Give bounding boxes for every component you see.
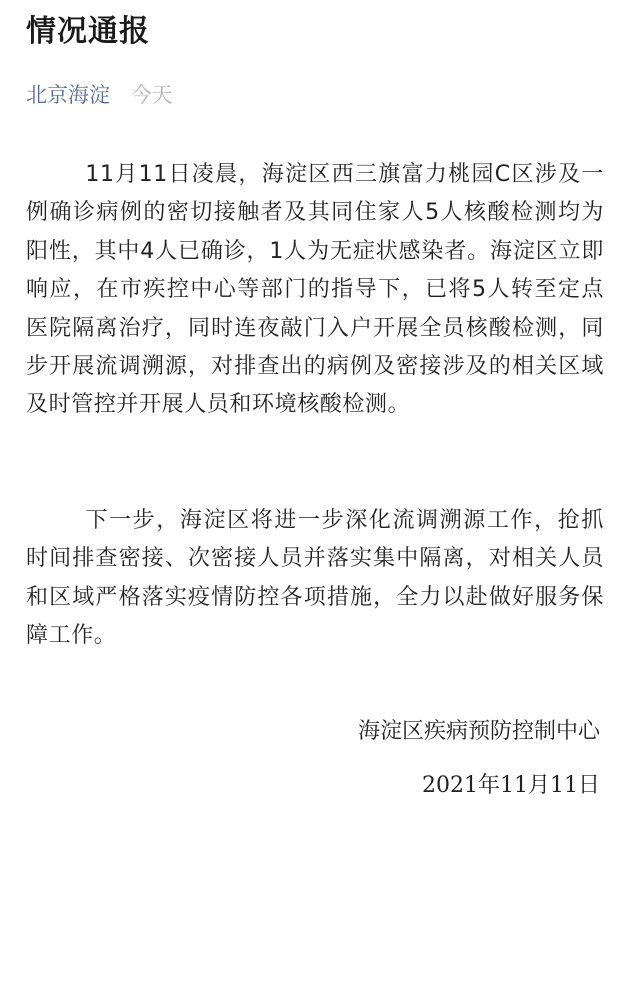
- article-meta: [26, 80, 604, 110]
- publish-date: 今天: [130, 83, 173, 107]
- paragraph: 下一步，海淀区将进一步深化流调溯源工作，抢抓时间排查密接、次密接人员并落实集中隔离，对相关人员和区域严格落实疫情防控各项措施，全力以赴做好服务保障工作。: [26, 507, 604, 649]
- account-name-link[interactable]: 北京海淀: [26, 83, 110, 107]
- paragraph: 11月11日凌晨，海淀区西三旗富力桃园C区涉及一例确诊病例的密切接触者及其同住家人5人核酸检测均为阳性，其中4人已确诊，1人为无症状感染者。海淀区立即响应，在市疾控中心等部门的指导下，已将5人转至定点医院隔离治疗，同时连夜敲门入户开展全员核酸检测，同步开展流调溯源，对排查出的病例及密接涉及的相关区域及时管控并开展人员和环境核酸检测。: [26, 162, 604, 418]
- signature-organization: 海淀区疾病预防控制中心: [357, 719, 600, 745]
- signature-date: 2021年11月11日: [422, 773, 600, 799]
- signature-block: [26, 717, 604, 801]
- article-content: [26, 156, 604, 655]
- article-title: 情况通报: [26, 14, 150, 49]
